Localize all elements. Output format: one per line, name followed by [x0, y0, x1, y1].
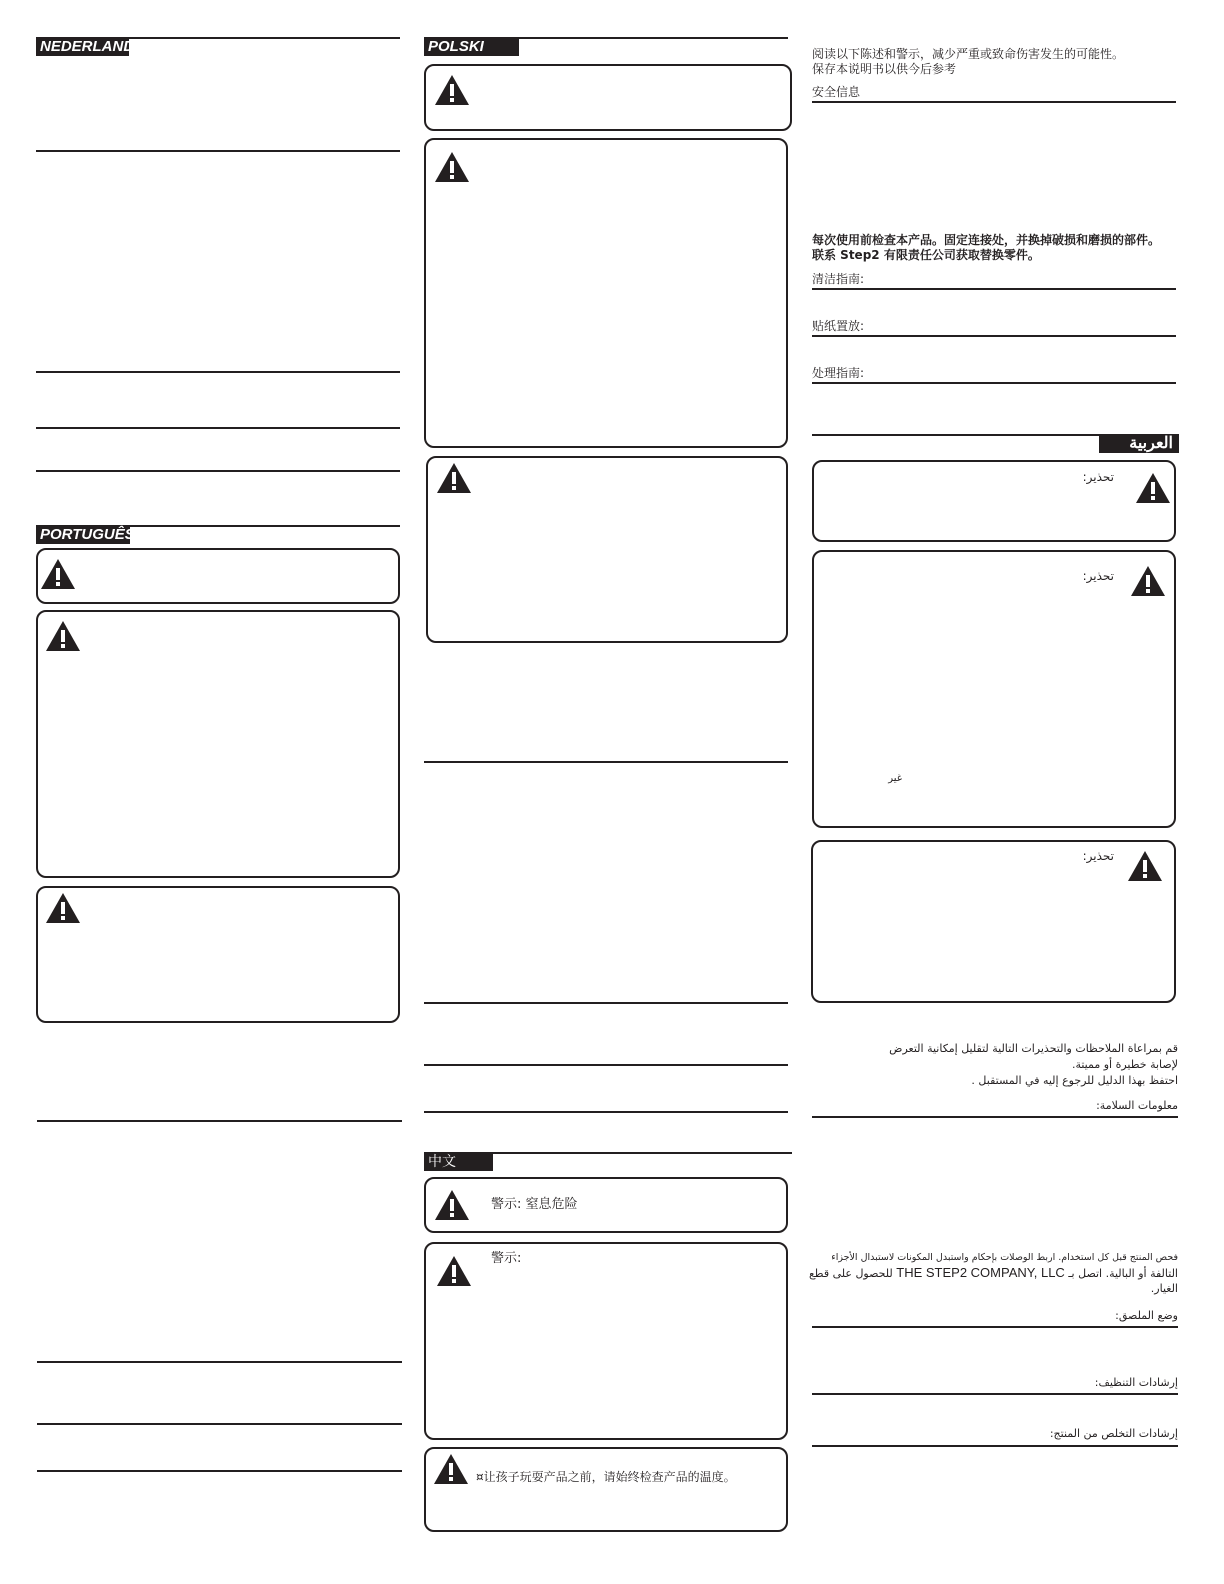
- arabic-intro-line-3: احتفظ بهذا الدليل للرجوع إليه في المستقبل .: [971, 1074, 1178, 1087]
- warning-temperature-text: ¤让孩子玩耍产品之前，请始终检查产品的温度。: [476, 1470, 736, 1484]
- rule: [424, 1002, 788, 1004]
- warning-triangle-icon: [434, 151, 470, 183]
- arabic-fragment: غير: [888, 773, 902, 784]
- warning-box: [812, 550, 1176, 828]
- warning-triangle-icon: [436, 1255, 472, 1287]
- warning-triangle-icon: [40, 558, 76, 590]
- arabic-intro-line-2: لإصابة خطيرة أو مميتة.: [1071, 1058, 1178, 1071]
- company-name: THE STEP2 COMPANY, LLC: [896, 1265, 1065, 1280]
- rule: [37, 1423, 402, 1425]
- arabic-inspect-line-2b: للحصول على قطع: [808, 1267, 893, 1280]
- intro-line-1: 阅读以下陈述和警示，减少严重或致命伤害发生的可能性。: [812, 47, 1125, 61]
- section-tag-nederlands: NEDERLANDS: [36, 37, 129, 56]
- rule: [36, 371, 400, 373]
- warning-triangle-icon: [1130, 565, 1166, 597]
- arabic-safety-heading: معلومات السلامة:: [1096, 1099, 1178, 1112]
- rule: [36, 427, 400, 429]
- rule: [37, 1470, 402, 1472]
- warning-triangle-icon: [45, 620, 81, 652]
- rule: [812, 382, 1176, 384]
- rule: [812, 1445, 1178, 1447]
- warning-box: [424, 1177, 788, 1233]
- warning-suffocation-text: 警示: 窒息危险: [491, 1197, 578, 1212]
- arabic-inspect-line-3: الغيار.: [1150, 1282, 1178, 1295]
- arabic-sticker-heading: وضع الملصق:: [1115, 1309, 1178, 1322]
- section-tag-arabic: العربية: [1099, 434, 1179, 453]
- rule: [37, 1361, 402, 1363]
- section-tag-zhongwen: 中文: [424, 1152, 493, 1171]
- rule: [812, 1393, 1178, 1395]
- inspect-line-2: 联系 Step2 有限责任公司获取替换零件。: [812, 248, 1040, 262]
- warning-box: [424, 64, 792, 131]
- section-tag-polski: POLSKI: [424, 37, 519, 56]
- warning-box: [812, 460, 1176, 542]
- warning-box: [424, 138, 788, 448]
- warning-box: [424, 1447, 788, 1532]
- warning-triangle-icon: [433, 1453, 469, 1485]
- warning-label-arabic: تحذير:: [1082, 849, 1114, 863]
- warning-box: [426, 456, 788, 643]
- rule: [812, 1116, 1178, 1118]
- rule: [37, 1120, 402, 1122]
- warning-triangle-icon: [45, 892, 81, 924]
- cleaning-heading: 清洁指南:: [812, 272, 865, 286]
- warning-label: 警示:: [491, 1251, 522, 1266]
- rule: [36, 150, 400, 152]
- warning-triangle-icon: [434, 1189, 470, 1221]
- warning-triangle-icon: [436, 462, 472, 494]
- rule: [812, 335, 1176, 337]
- safety-info-heading: 安全信息: [812, 85, 861, 99]
- inspect-line-1: 每次使用前检查本产品。固定连接处，并换掉破损和磨损的部件。: [812, 233, 1161, 247]
- rule: [36, 470, 400, 472]
- sticker-heading: 贴纸置放:: [812, 319, 865, 333]
- rule: [424, 1064, 788, 1066]
- warning-box: [36, 886, 400, 1023]
- arabic-intro-line-1: قم بمراعاة الملاحظات والتحذيرات التالية لتقليل إمكانية التعرض: [889, 1042, 1178, 1055]
- arabic-inspect-line-1: فحص المنتج قبل كل استخدام. اربط الوصلات بإحكام واستبدل المكونات لاستبدال الأجزاء: [831, 1252, 1178, 1263]
- warning-label-arabic: تحذير:: [1082, 569, 1114, 583]
- rule: [424, 1111, 788, 1113]
- intro-line-2: 保存本说明书以供今后参考: [812, 62, 957, 76]
- warning-box: [811, 840, 1176, 1003]
- warning-triangle-icon: [434, 74, 470, 106]
- arabic-inspect-line-2a: التالفة أو البالية. اتصل بـ: [1068, 1267, 1178, 1280]
- warning-triangle-icon: [1127, 850, 1163, 882]
- rule: [812, 1326, 1178, 1328]
- warning-box: [36, 548, 400, 604]
- rule: [424, 761, 788, 763]
- disposal-heading: 处理指南:: [812, 366, 865, 380]
- warning-box: [424, 1242, 788, 1440]
- arabic-inspect-line-2: [808, 1265, 1178, 1281]
- warning-triangle-icon: [1135, 472, 1171, 504]
- warning-box: [36, 610, 400, 878]
- rule: [812, 101, 1176, 103]
- rule: [812, 288, 1176, 290]
- section-tag-portugues: PORTUGUÊS: [36, 525, 130, 544]
- arabic-cleaning-heading: إرشادات التنظيف:: [1094, 1376, 1178, 1389]
- arabic-disposal-heading: إرشادات التخلص من المنتج:: [1049, 1427, 1178, 1440]
- warning-label-arabic: تحذير:: [1082, 470, 1114, 484]
